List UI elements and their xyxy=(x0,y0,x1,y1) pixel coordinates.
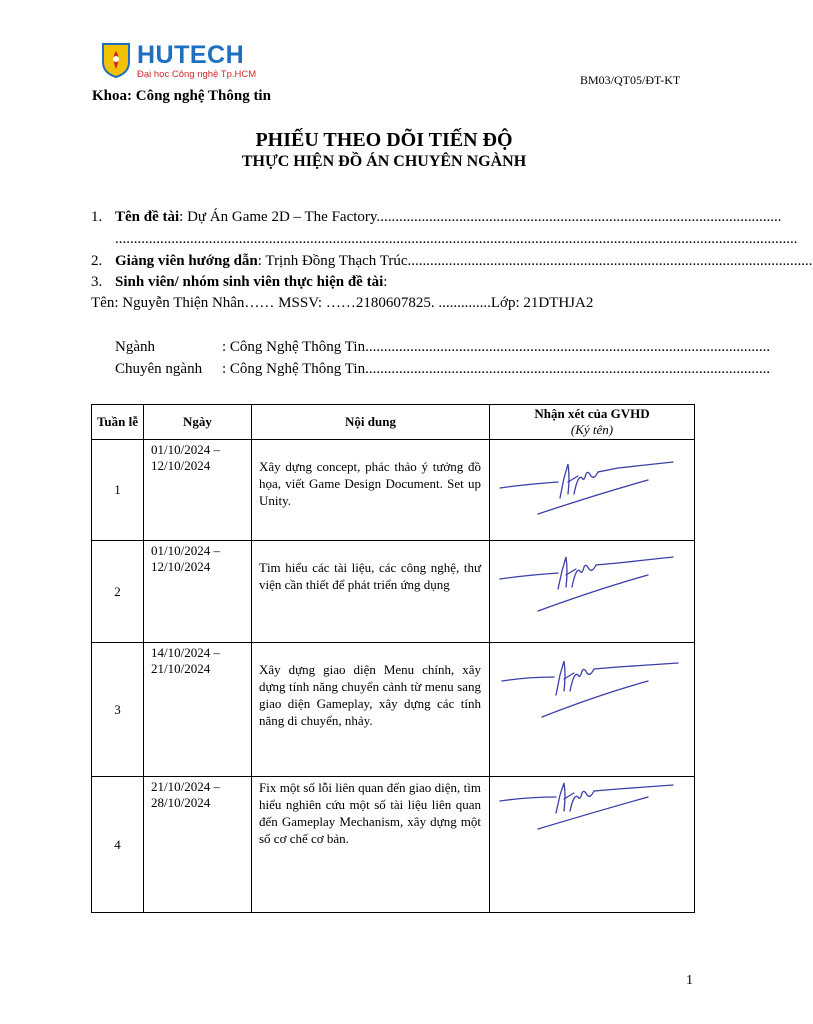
logo-brand: HUTECH xyxy=(137,41,245,69)
hutech-logo xyxy=(101,42,261,84)
signature-cell xyxy=(490,440,695,541)
table-row xyxy=(92,440,695,541)
item-number: 1. xyxy=(91,209,103,225)
date-start: 01/10/2024 – xyxy=(151,543,220,558)
supervisor-value: : Trịnh Đồng Thạch Trúc xyxy=(257,253,408,269)
page-number: 1 xyxy=(686,973,693,988)
header-comment-sub: (Ký tên) xyxy=(570,422,614,437)
week-cell: 2 xyxy=(92,541,144,643)
major-line: Ngành : Công Nghệ Thông Tin............................................................................................................ xyxy=(115,339,771,355)
week-cell: 3 xyxy=(92,643,144,777)
hutech-shield-icon xyxy=(101,42,131,78)
content-cell: Xây dựng concept, phác thảo ý tưởng đồ họa, viết Game Design Document. Set up Unity. xyxy=(252,440,490,541)
header-comment xyxy=(490,405,695,440)
date-end: 21/10/2024 xyxy=(151,661,211,676)
content-cell: Fix một số lỗi liên quan đến giao diện, tìm hiểu nghiên cứu một số tài liệu liên quan đến Gameplay Mechanism, xây dựng một số cơ chế cơ bản. xyxy=(252,777,490,913)
topic-line: 1. Tên đề tài: Dự Án Game 2D – The Factory............................................................................................................ xyxy=(91,209,782,225)
table-row xyxy=(92,777,695,913)
student-info-line: Tên: Nguyễn Thiện Nhân…… MSSV: ……2180607825. ..............Lớp: 21DTHJA2 xyxy=(91,295,594,311)
item-number: 3. xyxy=(91,274,103,290)
document-title: PHIẾU THEO DÕI TIẾN ĐỘ xyxy=(255,129,513,151)
student-heading-colon: : xyxy=(383,274,388,290)
major-value: : Công Nghệ Thông Tin xyxy=(222,339,366,355)
topic-continuation-line: ...................................................................................................................................................................................... xyxy=(115,231,798,247)
specialization-line: Chuyên ngành : Công Nghệ Thông Tin............................................................................................................ xyxy=(115,361,771,377)
content-cell: Tìm hiểu các tài liệu, các công nghệ, thư viện cần thiết để phát triển ứng dụng xyxy=(252,541,490,643)
date-cell xyxy=(144,777,252,913)
date-cell xyxy=(144,643,252,777)
date-start: 01/10/2024 – xyxy=(151,442,220,457)
week-cell: 1 xyxy=(92,440,144,541)
topic-value: : Dự Án Game 2D – The Factory xyxy=(179,209,377,225)
signature-cell xyxy=(490,643,695,777)
week-cell: 4 xyxy=(92,777,144,913)
signature-image xyxy=(498,651,683,723)
specialization-label: Chuyên ngành xyxy=(115,361,203,377)
date-cell xyxy=(144,440,252,541)
date-end: 12/10/2024 xyxy=(151,458,211,473)
signature-image xyxy=(498,785,683,857)
header-content: Nội dung xyxy=(252,405,490,440)
header-week: Tuần lễ xyxy=(92,405,144,440)
table-header-row xyxy=(92,405,695,440)
specialization-value: : Công Nghệ Thông Tin xyxy=(222,361,366,377)
supervisor-label: Giảng viên hướng dẫn xyxy=(115,253,258,269)
date-end: 28/10/2024 xyxy=(151,795,211,810)
form-code: BM03/QT05/ĐT-KT xyxy=(580,73,681,87)
item-number: 2. xyxy=(91,253,103,269)
date-start: 21/10/2024 – xyxy=(151,779,220,794)
date-cell xyxy=(144,541,252,643)
header-date: Ngày xyxy=(144,405,252,440)
department: Khoa: Công nghệ Thông tin xyxy=(92,88,271,104)
header-comment-title: Nhận xét của GVHD xyxy=(534,406,650,421)
table-row xyxy=(92,541,695,643)
signature-cell xyxy=(490,541,695,643)
major-label: Ngành xyxy=(115,339,155,355)
content-cell: Xây dựng giao diện Menu chính, xây dựng tính năng chuyển cảnh từ menu sang giao diện Gameplay, xây dựng các tính năng di chuyển, nhảy. xyxy=(252,643,490,777)
progress-table xyxy=(91,404,695,913)
student-heading-label: Sinh viên/ nhóm sinh viên thực hiện đề tài xyxy=(115,274,384,290)
signature-image xyxy=(498,448,683,520)
date-end: 12/10/2024 xyxy=(151,559,211,574)
supervisor-line: 2. Giảng viên hướng dẫn: Trịnh Đồng Thạch Trúc............................................................................................................ xyxy=(91,253,813,269)
student-heading-line xyxy=(91,274,695,291)
signature-cell xyxy=(490,777,695,913)
topic-label: Tên đề tài xyxy=(115,209,180,225)
table-row xyxy=(92,643,695,777)
date-start: 14/10/2024 – xyxy=(151,645,220,660)
document-subtitle: THỰC HIỆN ĐỒ ÁN CHUYÊN NGÀNH xyxy=(241,153,527,170)
logo-tagline: Đại học Công nghệ Tp.HCM xyxy=(137,69,257,80)
signature-image xyxy=(498,549,683,621)
